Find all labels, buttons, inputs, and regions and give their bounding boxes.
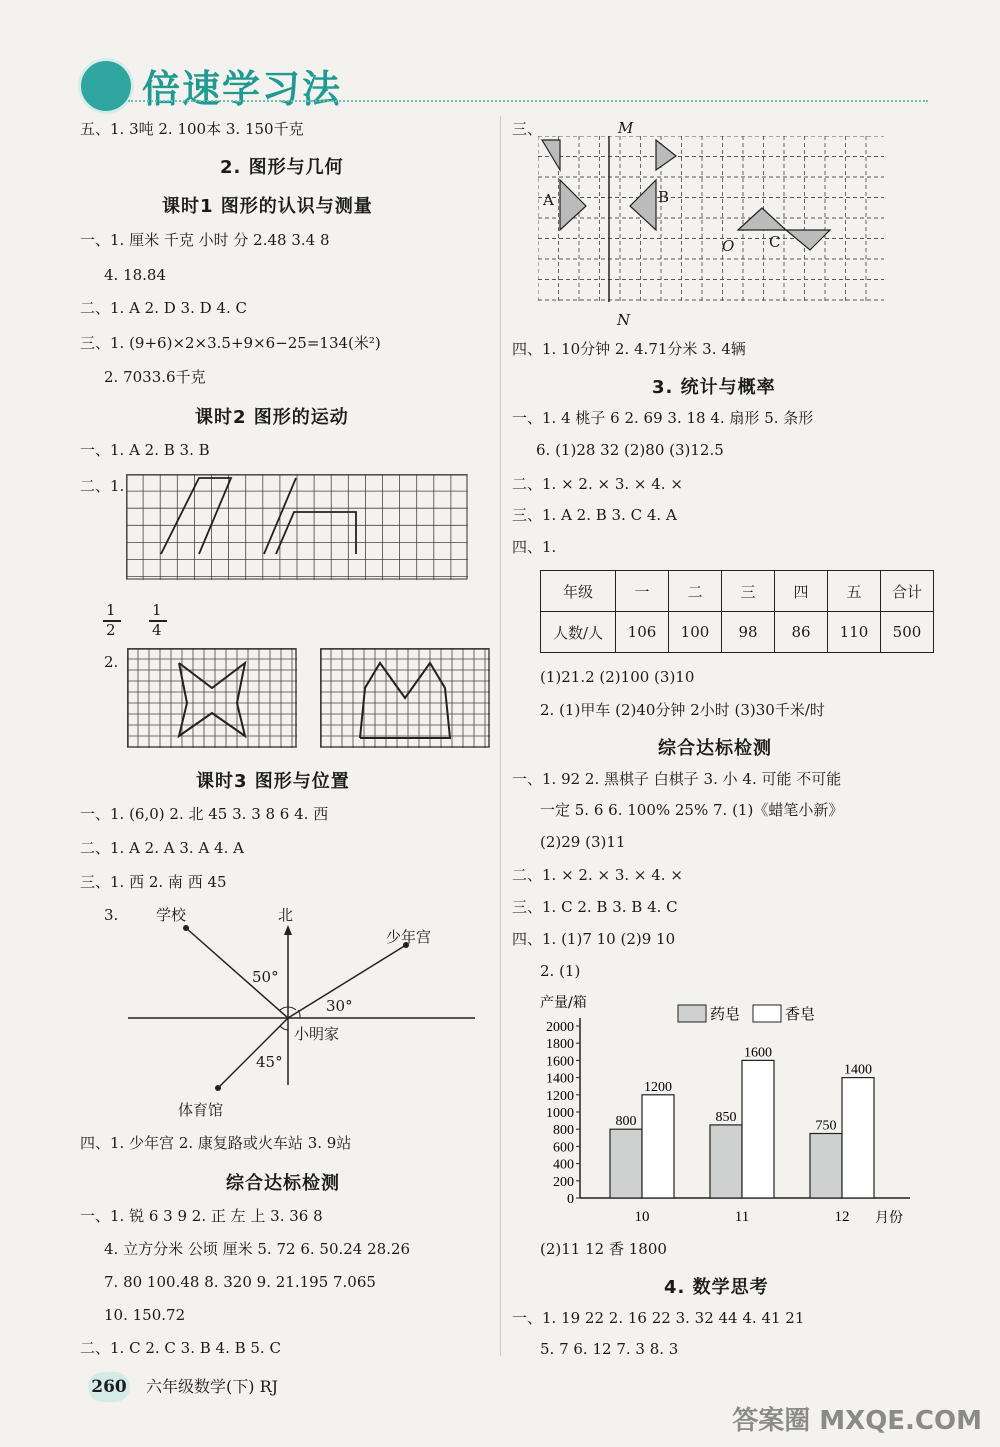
label-b: B (658, 188, 670, 206)
legend-swatch (678, 1005, 706, 1022)
answer-line: 一、1. 19 22 2. 16 22 3. 32 44 4. 41 21 (512, 1309, 805, 1327)
table-cell: 人数/人 (541, 612, 616, 653)
bar (810, 1134, 842, 1199)
answer-line: 10. 150.72 (104, 1306, 186, 1324)
answer-line: 4. 立方分米 公顷 厘米 5. 72 6. 50.24 28.26 (104, 1240, 411, 1258)
label-c: C (769, 233, 781, 251)
answer-line: 三、1. (9+6)×2×3.5+9×6−25=134(米²) (80, 334, 381, 352)
table-cell: 一 (616, 571, 669, 612)
data-label: 800 (615, 1114, 637, 1130)
header-divider (128, 100, 928, 104)
grade-count-table (540, 570, 934, 653)
table-cell: 110 (828, 612, 881, 653)
lesson-title: 课时1 图形的认识与测量 (162, 196, 373, 217)
answer-line: 二、1. (80, 477, 125, 495)
data-label: 1400 (844, 1062, 872, 1078)
answer-line: 一、1. (6,0) 2. 北 45 3. 3 8 6 4. 西 (80, 805, 329, 823)
section-title: 2. 图形与几何 (220, 157, 344, 178)
answer-line: 一定 5. 6 6. 100% 25% 7. (1)《蜡笔小新》 (540, 801, 844, 819)
lesson-title: 综合达标检测 (658, 738, 772, 759)
answer-line: 二、1. A 2. D 3. D 4. C (80, 299, 247, 317)
table-cell: 500 (881, 612, 934, 653)
label-gym: 体育馆 (178, 1101, 224, 1119)
answer-line: 二、1. × 2. × 3. × 4. × (512, 866, 683, 884)
table-cell: 合计 (881, 571, 934, 612)
answer-line: 一、1. 92 2. 黑棋子 白棋子 3. 小 4. 可能 不可能 (512, 770, 842, 788)
label-a: A (543, 191, 554, 209)
y-tick-label: 1400 (546, 1071, 574, 1087)
table-cell: 106 (616, 612, 669, 653)
data-label: 750 (815, 1118, 837, 1134)
table-cell: 三 (722, 571, 775, 612)
bar (610, 1129, 642, 1198)
answer-line: 4. 18.84 (104, 266, 167, 284)
y-tick-label: 0 (567, 1192, 574, 1207)
rotation-grid-figure (538, 136, 884, 302)
fraction-2-denominator: 4 (152, 621, 162, 639)
direction-diagram (120, 920, 480, 1120)
y-axis-label: 产量/箱 (540, 995, 587, 1011)
answer-line: 三、 (512, 120, 543, 138)
answer-line: 四、1. (512, 538, 557, 556)
section-title: 3. 统计与概率 (652, 377, 776, 398)
table-cell: 五 (828, 571, 881, 612)
answer-line: 3. (104, 906, 119, 924)
legend-swatch (753, 1005, 781, 1022)
y-tick-label: 600 (553, 1140, 574, 1156)
label-angle-50: 50° (252, 968, 279, 986)
soap-production-chart (520, 985, 940, 1230)
answer-line: 一、1. 锐 6 3 9 2. 正 左 上 3. 36 8 (80, 1207, 323, 1225)
answer-line: 2. 7033.6千克 (104, 368, 206, 386)
answer-line: 一、1. 4 桃子 6 2. 69 3. 18 4. 扇形 5. 条形 (512, 409, 814, 427)
y-tick-label: 2000 (546, 1020, 574, 1035)
x-axis-label: 月份 (875, 1210, 903, 1226)
answer-line: 三、1. A 2. B 3. C 4. A (512, 506, 677, 524)
answer-line: 一、1. A 2. B 3. B (80, 441, 210, 459)
bar (842, 1078, 874, 1198)
answer-line: 三、1. 西 2. 南 西 45 (80, 873, 227, 891)
lesson-title: 课时2 图形的运动 (195, 407, 349, 428)
bar (742, 1060, 774, 1198)
answer-line: (2)11 12 香 1800 (540, 1240, 667, 1258)
answer-line: 二、1. A 2. A 3. A 4. A (80, 839, 244, 857)
logo-icon (78, 58, 134, 114)
answer-line: 四、1. 少年宫 2. 康复路或火车站 3. 9站 (80, 1134, 352, 1152)
answer-line: 四、1. (1)7 10 (2)9 10 (512, 930, 676, 948)
answer-line: 四、1. 10分钟 2. 4.71分米 3. 4辆 (512, 340, 746, 358)
label-angle-45: 45° (256, 1053, 283, 1071)
answer-line: (2)29 (3)11 (540, 833, 626, 851)
answer-line: 五、1. 3吨 2. 100本 3. 150千克 (80, 120, 304, 138)
x-tick-label: 12 (834, 1209, 850, 1225)
section-title: 4. 数学思考 (664, 1277, 769, 1298)
label-o: O (722, 237, 735, 255)
label-school: 学校 (156, 906, 187, 924)
data-label: 850 (715, 1109, 737, 1125)
label-home: 小明家 (294, 1025, 340, 1043)
answer-line: 二、1. × 2. × 3. × 4. × (512, 475, 683, 493)
answer-line: 二、1. C 2. C 3. B 4. B 5. C (80, 1339, 281, 1357)
fraction-1-denominator: 2 (106, 621, 116, 639)
lesson-title: 课时3 图形与位置 (196, 771, 350, 792)
answer-line: 一、1. 厘米 千克 小时 分 2.48 3.4 8 (80, 231, 330, 249)
table-cell: 年级 (541, 571, 616, 612)
book-title: 六年级数学(下) RJ (146, 1377, 279, 1396)
label-n: N (617, 311, 631, 329)
table-row (541, 571, 934, 612)
lesson-title: 综合达标检测 (226, 1173, 340, 1194)
table-cell: 86 (775, 612, 828, 653)
label-m: M (618, 119, 634, 137)
symmetry-grid-left (127, 648, 297, 748)
label-north: 北 (278, 906, 294, 924)
data-label: 1200 (644, 1079, 672, 1095)
fraction-2-numerator: 1 (152, 601, 162, 619)
answer-line: 2. (1)甲车 (2)40分钟 2小时 (3)30千米/时 (540, 701, 825, 719)
legend-label: 药皂 (710, 1005, 741, 1023)
data-label: 1600 (744, 1045, 772, 1061)
bar (710, 1125, 742, 1198)
table-cell: 98 (722, 612, 775, 653)
answer-line: 7. 80 100.48 8. 320 9. 21.195 7.065 (104, 1273, 376, 1291)
x-tick-label: 10 (634, 1209, 650, 1225)
table-row (541, 612, 934, 653)
label-youth-palace: 少年宫 (386, 928, 432, 946)
column-divider (500, 116, 501, 1356)
symmetry-grid-right (320, 648, 490, 748)
answer-line: 6. (1)28 32 (2)80 (3)12.5 (536, 441, 724, 459)
legend-label: 香皂 (785, 1005, 816, 1023)
table-cell: 四 (775, 571, 828, 612)
table-cell: 二 (669, 571, 722, 612)
y-tick-label: 1000 (546, 1106, 574, 1121)
answer-line: 2. (1) (540, 962, 581, 980)
x-tick-label: 11 (734, 1209, 750, 1225)
y-tick-label: 800 (553, 1123, 574, 1139)
page-number: 260 (88, 1372, 130, 1402)
translation-grid-figure (126, 474, 468, 580)
answer-line: 2. (104, 653, 119, 671)
logo-text: 倍速学习法 (142, 67, 343, 111)
answer-line: (1)21.2 (2)100 (3)10 (540, 668, 695, 686)
y-tick-label: 1600 (546, 1054, 574, 1070)
bar (642, 1095, 674, 1198)
fraction-1-numerator: 1 (106, 601, 116, 619)
y-tick-label: 1200 (546, 1088, 574, 1104)
y-tick-label: 200 (553, 1174, 574, 1190)
table-cell: 100 (669, 612, 722, 653)
y-tick-label: 400 (553, 1157, 574, 1173)
label-angle-30: 30° (326, 997, 353, 1015)
y-tick-label: 1800 (546, 1037, 574, 1053)
watermark: 答案圈 MXQE.COM (732, 1406, 982, 1436)
answer-line: 三、1. C 2. B 3. B 4. C (512, 898, 678, 916)
answer-line: 5. 7 6. 12 7. 3 8. 3 (540, 1340, 679, 1358)
